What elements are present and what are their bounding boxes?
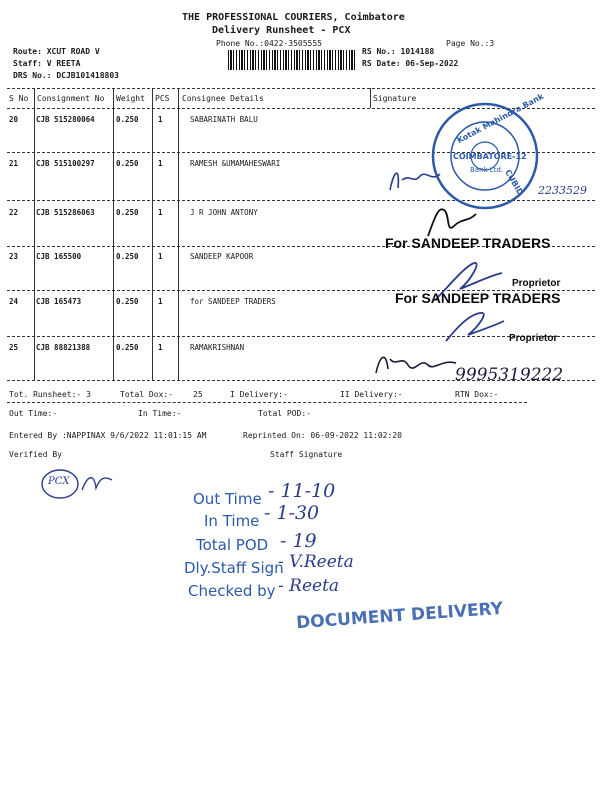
col-divider [113,108,114,152]
stamp-total-pod-value: - 19 [280,530,317,552]
handwritten-phone-1: 2233529 [538,184,587,197]
pcx-mark: PCX [48,476,70,487]
row-consignee: RAMESH &UMAMAHESWARI [190,159,281,168]
col-header-consignment: Consignment No [37,94,105,103]
row-consignee: SABARINATH BALU [190,115,258,124]
row-consignment: CJB 515280064 [36,115,95,124]
staff-signature-label: Staff Signature [270,450,343,459]
bank-stamp-name: Kotak Mahindra Bank [455,91,546,146]
col-divider [34,200,35,246]
row-consignment: CJB 165500 [36,252,82,261]
document-delivery-stamp: DOCUMENT DELIVERY [295,598,504,634]
col-divider [34,152,35,200]
col-divider [178,290,179,336]
row-consignment: CJB 515100297 [36,159,95,168]
page-number: Page No.:3 [446,39,495,48]
phone-number: Phone No.:0422-3505555 [216,39,322,48]
stamp-out-time-label: Out Time [193,490,262,508]
col-divider [113,336,114,380]
row-weight: 0.250 [116,115,139,124]
trader-stamp-2: For SANDEEP TRADERS [395,290,561,306]
out-time: Out Time:- [9,409,58,418]
bank-stamp-code: CUBID [503,168,525,197]
row-sno: 20 [9,115,19,124]
col-divider [113,200,114,246]
rs-date: RS Date: 06-Sep-2022 [362,59,459,68]
col-header-weight: Weight [116,94,145,103]
proprietor-label-1: Proprietor [512,278,561,289]
col-divider [34,108,35,152]
stamp-staff-sign-value: - V.Reeta [278,552,354,572]
col-divider [152,152,153,200]
row-consignee: SANDEEP KAPOOR [190,252,254,261]
col-header-signature: Signature [373,94,417,103]
table-top-rule [7,88,595,89]
stamp-in-time-value: - 1-30 [264,502,320,524]
row-weight: 0.250 [116,297,139,306]
row-pcs: 1 [158,115,163,124]
rs-number: RS No.: 1014188 [362,47,435,56]
col-divider [113,290,114,336]
col-divider [113,88,114,108]
row-pcs: 1 [158,159,163,168]
total-pod: Total POD:- [258,409,311,418]
col-divider [113,246,114,290]
row-pcs: 1 [158,297,163,306]
col-divider [152,290,153,336]
stamp-total-pod-label: Total POD [196,536,269,554]
signature-row24 [440,305,510,345]
drs-number: DRS No.: DCJB101418803 [13,71,119,80]
col-divider [152,246,153,290]
bank-stamp-inner: Bank Ltd. [470,166,504,174]
col-header-sno: S No [9,94,29,103]
col-divider [152,88,153,108]
col-divider [178,152,179,200]
col-divider [152,200,153,246]
col-divider [178,336,179,380]
stamp-in-time-label: In Time [204,512,260,530]
row-sno: 25 [9,343,19,352]
totals-rule [7,402,527,403]
trader-stamp-1: For SANDEEP TRADERS [385,235,551,251]
total-dox-value: 25 [193,390,203,399]
company-name: THE PROFESSIONAL COURIERS, Coimbatore [182,12,405,23]
barcode [228,50,356,70]
signature-row21 [380,160,460,200]
signature-row25 [372,345,462,380]
col-divider [152,336,153,380]
row-pcs: 1 [158,343,163,352]
stamp-checked-value: - Reeta [278,576,340,596]
row-consignee: J R JOHN ANTONY [190,208,258,217]
entered-by: Entered By :NAPPINAX 9/6/2022 11:01:15 AM [9,431,207,440]
row-sno: 24 [9,297,19,306]
proprietor-label-2: Proprietor [509,333,558,344]
total-runsheet: Tot. Runsheet:- 3 [9,390,91,399]
runsheet-title: Delivery Runsheet - PCX [212,25,351,36]
col-divider [34,336,35,380]
col-divider [34,290,35,336]
col-divider [370,88,371,108]
i-delivery: I Delivery:- [230,390,288,399]
row-sno: 21 [9,159,19,168]
row-weight: 0.250 [116,208,139,217]
col-header-consignee: Consignee Details [182,94,264,103]
total-dox-label: Total Dox:- [120,390,173,399]
verified-by: Verified By [9,450,62,459]
col-divider [113,152,114,200]
row-consignment: CJB 515286063 [36,208,95,217]
col-divider [34,246,35,290]
col-divider [152,108,153,152]
route: Route: XCUT ROAD V [13,47,100,56]
col-divider [178,108,179,152]
col-divider [178,88,179,108]
col-divider [178,200,179,246]
handwritten-phone-2: 9995319222 [455,365,564,385]
row-weight: 0.250 [116,252,139,261]
row-consignee: for SANDEEP TRADERS [190,297,276,306]
rtn-dox: RTN Dox:- [455,390,499,399]
row-weight: 0.250 [116,159,139,168]
ii-delivery: II Delivery:- [340,390,403,399]
col-divider [178,246,179,290]
row-pcs: 1 [158,208,163,217]
row-weight: 0.250 [116,343,139,352]
row-pcs: 1 [158,252,163,261]
row-sno: 22 [9,208,19,217]
bank-stamp-city: COIMBATORE-12 [453,152,527,161]
stamp-out-time-value: - 11-10 [268,480,336,502]
row-consignment: CJB 88821388 [36,343,91,352]
signature-row22 [420,200,490,240]
staff: Staff: V REETA [13,59,81,68]
row-sno: 23 [9,252,19,261]
row-consignment: CJB 165473 [36,297,82,306]
stamp-staff-sign-label: Dly.Staff Sign [184,559,284,577]
in-time: In Time:- [138,409,182,418]
reprinted-on: Reprinted On: 06-09-2022 11:02:20 [243,431,402,440]
col-header-pcs: PCS [155,94,170,103]
stamp-checked-label: Checked by [188,582,276,600]
col-divider [34,88,35,108]
row-consignee: RAMAKRISHNAN [190,343,245,352]
